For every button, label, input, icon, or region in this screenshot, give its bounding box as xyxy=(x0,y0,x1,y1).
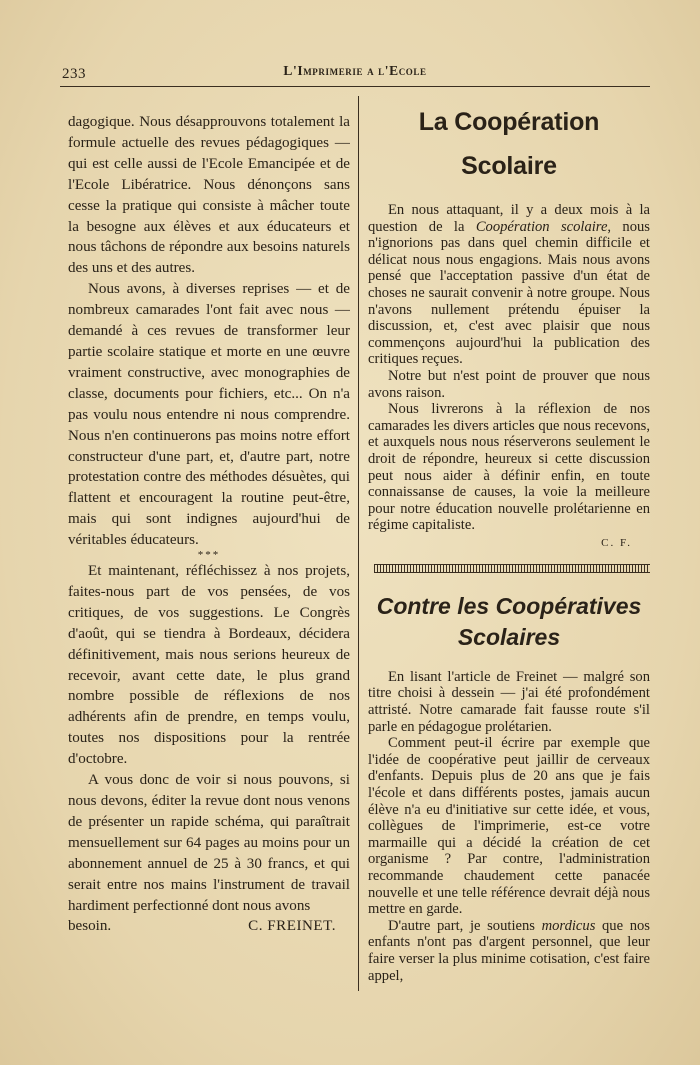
paragraph xyxy=(368,918,650,984)
right-column xyxy=(368,100,650,984)
page-header xyxy=(60,60,650,84)
paragraph: Nous livrerons à la réflexion de nos camarades les divers articles que nous recevons, et auxquels nous nous réserverons seulement le droit de répondre, heureux si cette discussion peut nous aider à définir enfin, en toute connaissanse de causes, la voie la meilleure pour notre éducation nouvelle prolétarienne en régime capitaliste. xyxy=(368,401,650,534)
paragraph: En lisant l'article de Freinet — malgré son titre choisi à dessein — j'ai été profondément attristé. Notre camarade fait fausse route s'il parle en pédagogue prolétarien. xyxy=(368,668,650,735)
emphasis: mordicus xyxy=(541,917,596,934)
paragraph: Nous avons, à diverses reprises — et de nombreux camarades l'ont fait avec nous — demandé à ces revues de transformer leur partie scolaire statique et morte en une œuvre vraiment constructive, avec monographies de classe, documents pour fichiers, etc... On n'a pas voulu nous entendre ni nous comprendre. Nous n'en continuerons pas moins notre effort constructeur d'une part, et, d'autre part, notre protestation contre des méthodes désuètes, qui flattent et encouragent la routine peut-être, mais qui sont indignes aujourd'hui de véritables éducateurs. xyxy=(68,281,350,549)
author-initials: C. F. xyxy=(601,536,632,549)
paragraph: Notre but n'est point de prouver que nous avons raison. xyxy=(368,367,650,401)
paragraph-text: En nous attaquant, il y a deux mois à la question de la xyxy=(368,202,650,235)
ornamental-divider xyxy=(374,564,650,573)
paragraph xyxy=(368,202,650,368)
paragraph-end: besoin. xyxy=(68,918,112,935)
left-column xyxy=(68,112,350,937)
header-rule xyxy=(60,86,650,87)
page-number: 233 xyxy=(62,66,86,82)
section-break-stars: *** xyxy=(197,549,221,562)
column-rule xyxy=(358,96,359,991)
paragraph: Et maintenant, réfléchissez à nos projets, faites-nous part de vos pensées, de vos critiques, de vos suggestions. Le Congrès d'août, qui se tiendra à Bordeaux, décidera définitivement, mais nous serions heureux de recevoir, avant cette date, le plus grand nombre possible de réflexions de nos adhérents afin de prendre, en temps voulu, toutes nos dispositions pour la rentrée d'octobre. xyxy=(68,563,350,768)
signature: C. FREINET. xyxy=(248,918,336,935)
title-line: Scolaires xyxy=(457,623,561,650)
title-line: Contre les Coopératives xyxy=(376,592,642,619)
running-head: L'Imprimerie a l'Ecole xyxy=(283,63,427,78)
paragraph-text: , nous n'ignorions pas dans quel chemin difficile et délicat nous nous engagions. Mais nous avons pensé que l'acceptation passive d'un état de choses ne saurait convenir à notre groupe. Nous n'avons nullement prétendu épuiser la discussion, et, c'est avec plaisir que nous commençons aujourd'hui la publication des critiques reçues. xyxy=(368,218,650,368)
signature-line xyxy=(68,916,350,937)
paragraph: A vous donc de voir si nous pouvons, si nous devons, éditer la revue dont nous venons de présenter un rapide schéma, qui paraîtrait mensuellement sur 64 pages au moins pour un abonnement annuel de 25 à 30 francs, et qui serait entre nos mains l'instrument de travail hardiment perfectionné dont nous avons xyxy=(68,772,350,914)
emphasis: Coopération scolaire xyxy=(475,218,608,235)
article-title: La Coopération Scolaire xyxy=(418,108,600,180)
paragraph: dagogique. Nous désapprouvons totalement la formule actuelle des revues pédagogiques — qui est celle aussi de l'Ecole Emancipée et de l'Ecole Libératrice. Nous dénonçons sans cesse la pratique qui consiste à mâcher toute la besogne aux élèves et aux éducateurs et nous tâchons de répondre aux besoins naturels des uns et des autres. xyxy=(68,114,350,277)
paragraph-text: D'autre part, je soutiens xyxy=(388,917,542,934)
article-title xyxy=(368,591,650,653)
paragraph: Comment peut-il écrire par exemple que l'idée de coopérative peut jaillir de cerveaux d'enfants. Depuis plus de 20 ans que je fais l'école et dans différents postes, jamais aucun élève n'a eu d'initiative sur cette idée, et vous, collègues de l'imprimerie, est-ce votre marmaille qui a décidé la création de cet organisme ? Par contre, l'administration recommande chaudement cette panacée nouvelle et une telle référence devrait déjà nous mettre en garde. xyxy=(368,735,650,918)
paragraph-text: que nos enfants n'ont pas d'argent personnel, que leur faire verser la plus minime cotisation, c'est faire appel, xyxy=(368,917,650,984)
